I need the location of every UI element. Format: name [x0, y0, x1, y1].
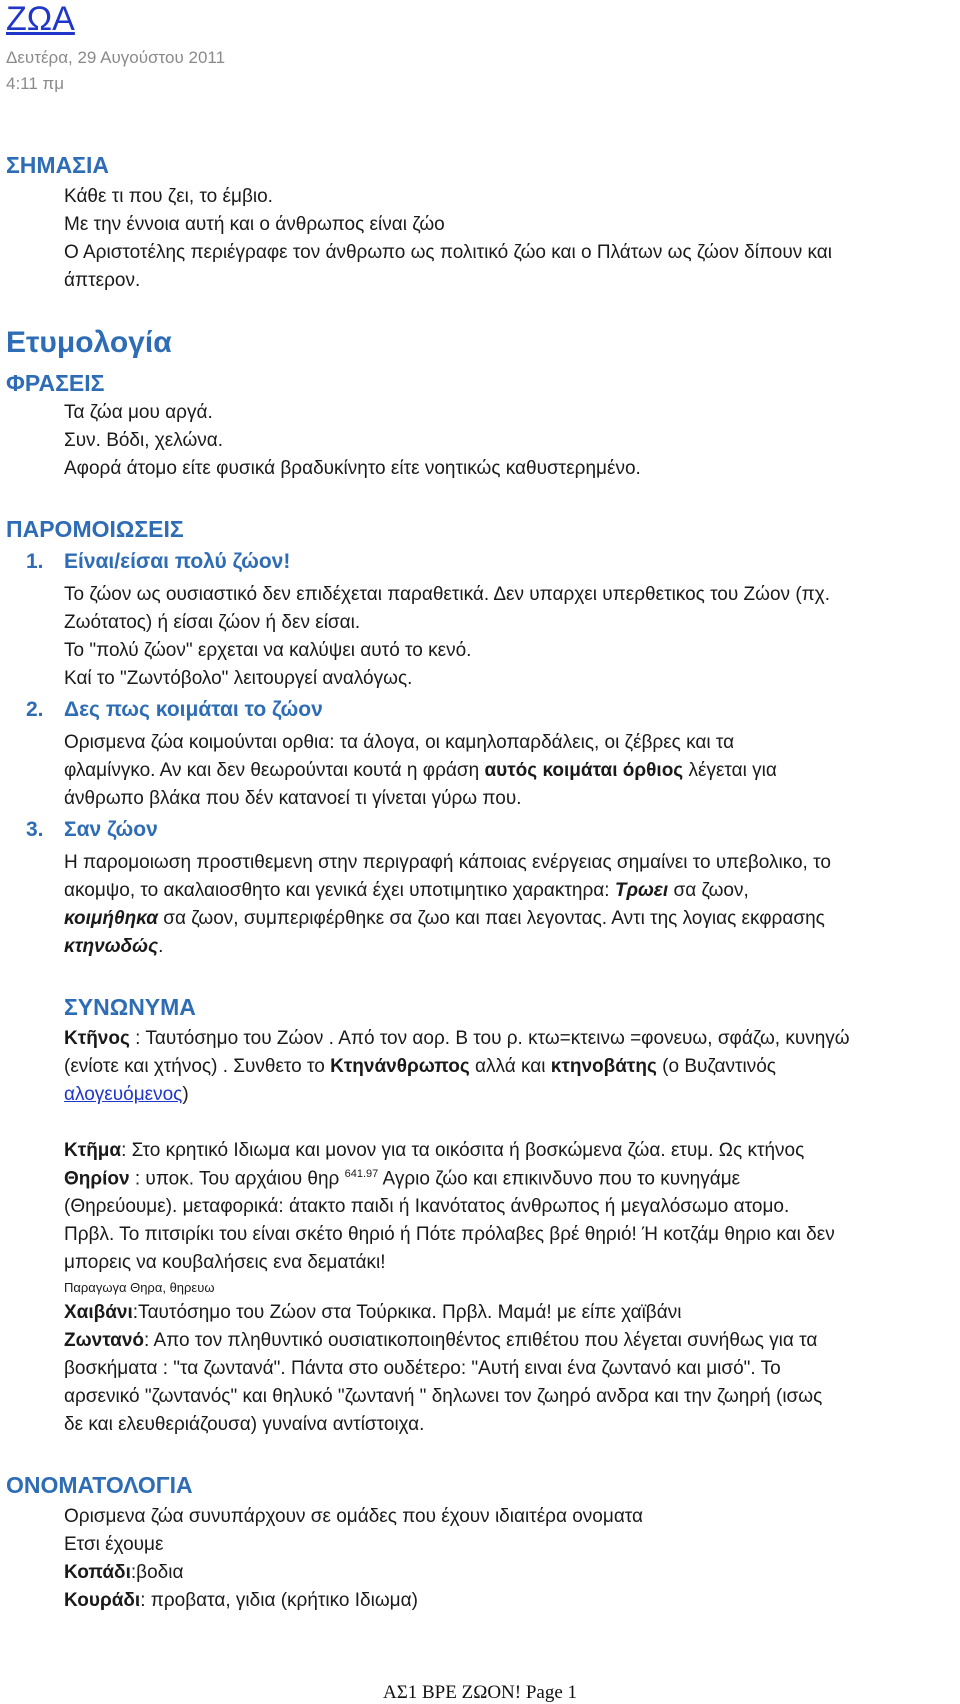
- ktinos-line-1: [64, 1028, 850, 1050]
- kouradi-line: [64, 1590, 418, 1612]
- item3-line-1: Η παρομοιωση προστιθεμενη στην περιγραφή κάποιας ενέργειας σημαίνει το υπεβολικο, το: [64, 852, 831, 873]
- simasia-line-2: Με την έννοια αυτή και ο άνθρωπος είναι ζώο: [64, 214, 445, 235]
- page-footer: ΑΣ1 ΒΡΕ ΖΩΟΝ! Page 1: [382, 1682, 578, 1703]
- item2-line-2: [64, 760, 777, 782]
- section-heading-etymologia: Ετυμολογία: [6, 326, 172, 359]
- item1-line-4: Καί το "Ζωντόβολο" λειτουργεί αναλόγως.: [64, 668, 413, 689]
- thirion-line-3: Πρβλ. Το πιτσιρίκι του είναι σκέτο θηριό ή Πότε πρόλαβες βρέ θηριό! Ή κοτζάμ θηριο και δεν: [64, 1224, 835, 1245]
- list-number: 3.: [26, 818, 44, 841]
- fraseis-line-3: Αφορά άτομο είτε φυσικά βραδυκίνητο είτε νοητικώς καθυστερημένο.: [64, 458, 641, 479]
- onomatologia-line-1: Ορισμενα ζώα συνυπάρχουν σε ομάδες που έχουν ιδιαιτέρα ονοματα: [64, 1506, 644, 1527]
- item1-line-2: Ζωότατος) ή είσαι ζώον ή δεν είσαι.: [64, 612, 361, 633]
- item2-line-1: Ορισμενα ζώα κοιμούνται ορθια: τα άλογα, οι καμηλοπαρδάλεις, οι ζέβρες και τα: [64, 732, 735, 753]
- section-heading-paromoioseis: ΠΑΡΟΜΟΙΩΣΕΙΣ: [6, 516, 184, 542]
- text-run: : Στο κρητικό Ιδιωμα και μονον για τα οικόσιτα ή βοσκώμενα ζώα. ετυμ. Ως κτήνος: [121, 1140, 805, 1161]
- bold-italic-word: κοιμήθηκα: [64, 908, 158, 929]
- text-run: : υποκ. Του αρχάιου θηρ: [129, 1168, 345, 1190]
- kopadi-line: [64, 1562, 183, 1584]
- page-time: 4:11 πμ: [6, 74, 65, 93]
- list-title: Είναι/είσαι πολύ ζώον!: [64, 550, 291, 573]
- list-number: 1.: [26, 550, 44, 573]
- text-run: Αγριο ζώο και επικινδυνο που το κυνηγάμε: [378, 1168, 741, 1190]
- simasia-line-1: Κάθε τι που ζει, το έμβιο.: [64, 186, 273, 207]
- text-run: : Απο τον πληθυντικό ουσιατικοποιηθέντος επιθέτου που λέγεται συνήθως για τα: [144, 1330, 818, 1351]
- item3-line-3: [64, 908, 825, 930]
- text-run: (ενίοτε και χτήνος) . Συνθετο το: [64, 1056, 331, 1077]
- item2-line-3: άνθρωπο βλάκα που δέν κατανοεί τι γίνεται γύρω που.: [64, 788, 522, 809]
- item1-line-3: Το "πολύ ζώον" ερχεται να καλύψει αυτό το κενό.: [64, 640, 472, 661]
- list-item-2-title: [26, 698, 323, 722]
- section-heading-fraseis: ΦΡΑΣΕΙΣ: [6, 370, 105, 396]
- section-heading-onomatologia: ΟΝΟΜΑΤΟΛΟΓΙΑ: [6, 1472, 193, 1498]
- thirion-derivatives: Παραγωγα Θηρα, θηρευω: [64, 1280, 215, 1295]
- text-run: :Ταυτόσημο του Ζώον στα Τούρκικα. Πρβλ. Μαμά! με είπε χαϊβάνι: [132, 1302, 682, 1323]
- list-item-1-title: [26, 550, 290, 574]
- term: Κοπάδι: [64, 1562, 131, 1583]
- zontano-line-2: βοσκήματα : "τα ζωντανά". Πάντα στο ουδέτερο: "Αυτή ειναι ένα ζωντανό και μισό". Το: [64, 1358, 781, 1379]
- ktima-line: [64, 1140, 804, 1162]
- ktinos-line-3: [64, 1084, 189, 1106]
- list-title: Δες πως κοιμάται το ζώον: [64, 698, 323, 721]
- list-title: Σαν ζώον: [64, 818, 158, 841]
- thirion-line-1: [64, 1168, 740, 1190]
- text-run: : Ταυτόσημο του Ζώον . Από τον αορ. Β του ρ. κτω=κτεινω =φονευω, σφάζω, κυνηγώ: [129, 1028, 850, 1049]
- term: Κουράδι: [64, 1590, 141, 1611]
- zontano-line-1: [64, 1330, 817, 1352]
- term: Κτῆνος: [64, 1028, 130, 1049]
- text-run: ακομψο, το ακαλαιοσθητο και γενικά έχει υποτιμητικο χαρακτηρα:: [64, 880, 615, 901]
- term: Χαιβάνι: [64, 1302, 133, 1323]
- page-date: Δευτέρα, 29 Αυγούστου 2011: [6, 48, 226, 67]
- zontano-line-4: δε και ελευθεριάζουσα) γυναίνα αντίστοιχα.: [64, 1414, 425, 1435]
- page-title[interactable]: ΖΩΑ: [6, 0, 75, 38]
- fraseis-line-2: Συν. Βόδι, χελώνα.: [64, 430, 224, 451]
- zontano-line-3: αρσενικό "ζωντανός" και θηλυκό "ζωντανή " δηλωνει τον ζωηρό ανδρα και την ζωηρή (ισως: [64, 1386, 823, 1407]
- text-run: λέγεται για: [683, 760, 777, 781]
- text-run: σα ζωον, συμπεριφέρθηκε σα ζωο και παει λεγοντας. Αντι της λογιας εκφρασης: [158, 908, 825, 929]
- text-run: .: [158, 936, 164, 957]
- item1-line-1: Το ζώον ως ουσιαστικό δεν επιδέχεται παραθετικά. Δεν υπαρχει υπερθετικος του Ζώον (πχ.: [64, 584, 831, 605]
- term: κτηνοβάτης: [550, 1056, 657, 1077]
- list-number: 2.: [26, 698, 44, 721]
- thirion-line-2: (Θηρεύουμε). μεταφορικά: άτακτο παιδι ή Ικανότατος άνθρωπος ή μεγαλόσωμο ατομο.: [64, 1196, 790, 1217]
- fraseis-line-1: Τα ζώα μου αργά.: [64, 402, 213, 423]
- xaivani-line: [64, 1302, 681, 1324]
- item3-line-2: [64, 880, 749, 902]
- bold-italic-word: Τρωει: [614, 880, 669, 901]
- simasia-line-4: άπτερον.: [64, 270, 141, 291]
- item3-line-4: [64, 936, 163, 958]
- text-run: αλλά και: [469, 1056, 551, 1077]
- text-run: φλαμίνγκο. Αν και δεν θεωρούνται κουτά η φράση: [64, 760, 485, 781]
- text-run: :βοδια: [130, 1562, 184, 1583]
- section-heading-synonyma: ΣΥΝΩΝΥΜΑ: [64, 994, 196, 1020]
- alogevomenos-link[interactable]: αλογευόμενος: [64, 1084, 183, 1105]
- text-run: σα ζωον,: [668, 880, 749, 901]
- simasia-line-3: Ο Αριστοτέλης περιέγραφε τον άνθρωπο ως πολιτικό ζώο και ο Πλάτων ως ζώον δίπουν και: [64, 242, 833, 263]
- text-run: (ο Βυζαντινός: [656, 1056, 776, 1077]
- term: Ζωντανό: [64, 1330, 145, 1351]
- onomatologia-line-2: Ετσι έχουμε: [64, 1534, 164, 1555]
- thirion-line-4: μπορεις να κουβαλήσεις ενα δεματάκι!: [64, 1252, 386, 1273]
- ktinos-line-2: [64, 1056, 776, 1078]
- text-run: ): [182, 1084, 189, 1105]
- term: Κτῆμα: [64, 1140, 122, 1161]
- bold-italic-word: κτηνωδώς: [64, 936, 159, 957]
- section-heading-simasia: ΣΗΜΑΣΙΑ: [6, 152, 109, 178]
- superscript-ref: 641.97: [344, 1168, 379, 1180]
- text-run: : προβατα, γιδια (κρήτικο Ιδιωμα): [140, 1590, 418, 1611]
- list-item-3-title: [26, 818, 158, 842]
- bold-phrase: αυτός κοιμάται όρθιος: [484, 760, 684, 781]
- term: Θηρίον: [64, 1168, 130, 1190]
- term: Κτηνάνθρωπος: [330, 1056, 470, 1077]
